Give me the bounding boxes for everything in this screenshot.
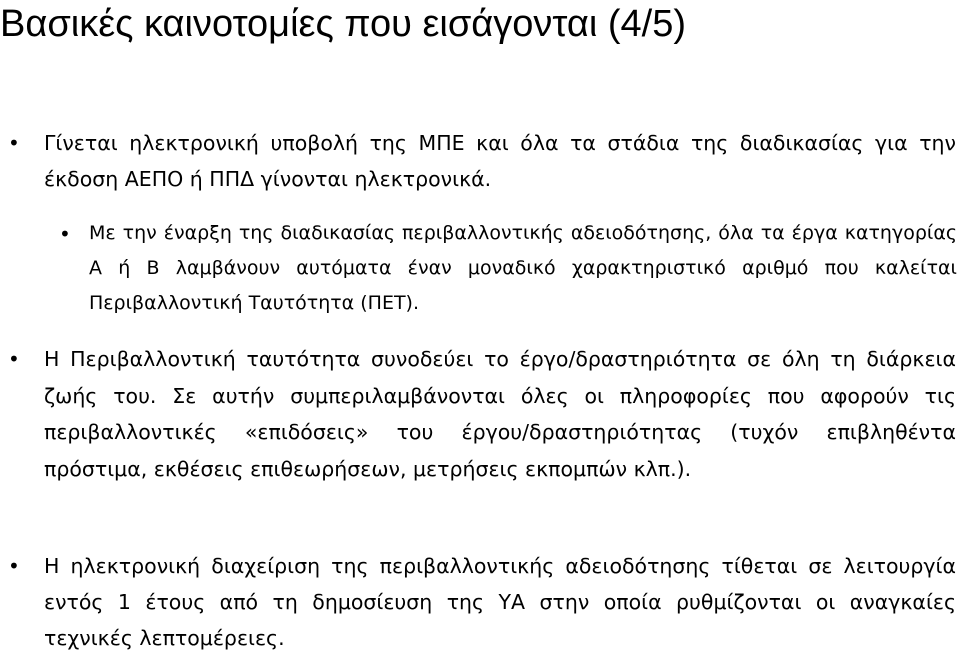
bullet-text: Η ηλεκτρονική διαχείριση της περιβαλλοντικής αδειοδότησης τίθεται σε λειτουργία εντός 1 έτους από τη δημοσίευση της ΥΑ στην οποία ρυθμίζονται οι αναγκαίες τεχνικές λεπτομέρειες. xyxy=(44,554,956,650)
bullet-item-identity-lifetime xyxy=(8,341,956,487)
bullet-dot-icon: • xyxy=(59,222,71,246)
bullet-text: Με την έναρξη της διαδικασίας περιβαλλοντικής αδειοδότησης, όλα τα έργα κατηγορίας Α ή Β λαμβάνουν αυτόματα έναν μοναδικό χαρακτηριστικό αριθμό που καλείται Περιβαλλοντική Ταυτότητα (ΠΕΤ). xyxy=(89,222,957,314)
bullet-item-electronic-submission xyxy=(8,125,956,197)
bullet-text: Γίνεται ηλεκτρονική υποβολή της ΜΠΕ και όλα τα στάδια της διαδικασίας για την έκδοση ΑΕΠΟ ή ΠΠΔ γίνονται ηλεκτρονικά. xyxy=(44,131,956,191)
bullet-dot-icon: • xyxy=(8,131,20,155)
slide-title: Βασικές καινοτομίες που εισάγονται (4/5) xyxy=(0,3,686,45)
bullet-text: Η Περιβαλλοντική ταυτότητα συνοδεύει το έργο/δραστηριότητα σε όλη τη διάρκεια ζωής του. Σε αυτήν συμπεριλαμβάνονται όλες οι πληροφορίες που αφορούν τις περιβαλλοντικές «επιδόσεις» του έργου/δραστηριότητας (τυχόν επιβληθέντα πρόστιμα, εκθέσεις επιθεωρήσεων, μετρήσεις εκπομπών κλπ.). xyxy=(44,347,956,481)
bullet-dot-icon: • xyxy=(8,347,20,371)
bullet-item-environmental-identity-number xyxy=(59,216,957,321)
bullet-dot-icon: • xyxy=(8,554,20,578)
bullet-item-electronic-management xyxy=(8,548,956,656)
